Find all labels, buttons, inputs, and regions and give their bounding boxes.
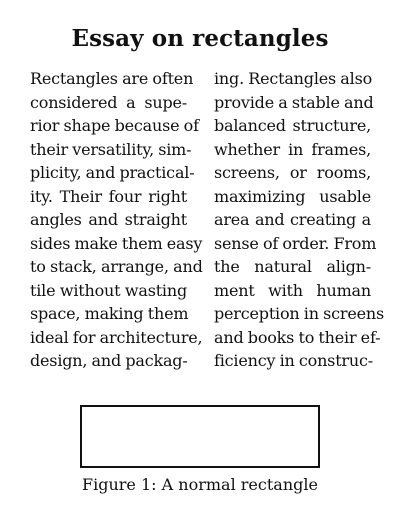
text-line: Rectangles are often — [30, 69, 194, 88]
text-line: maximizing usable — [214, 186, 371, 206]
text-line: angles and straight — [30, 210, 187, 229]
text-line: sides make them easy — [30, 233, 203, 253]
text-line: ity. Their four right — [30, 186, 187, 206]
text-column-right — [214, 67, 384, 373]
text-line: sense of order. From — [214, 233, 377, 253]
text-line: area and creating a — [214, 210, 371, 229]
text-line: ment with human — [214, 280, 371, 300]
text-line: the natural align- — [214, 257, 371, 276]
text-line: design, and packag- — [30, 351, 188, 370]
text-line: balanced structure, — [214, 116, 371, 135]
text-line: their versatility, sim- — [30, 139, 192, 159]
text-line: perception in screens — [214, 304, 384, 323]
text-line: provide a stable and — [214, 92, 374, 112]
text-line: tile without wasting — [30, 280, 187, 300]
text-line: space, making them — [30, 304, 189, 323]
text-line: rior shape because of — [30, 116, 199, 135]
figure-caption: Figure 1: A normal rectangle — [82, 475, 318, 494]
text-line: to stack, arrange, and — [30, 257, 203, 276]
text-line: whether in frames, — [214, 139, 371, 159]
text-line: ficiency in construc- — [214, 351, 373, 370]
figure-rectangle — [80, 405, 320, 468]
text-column-left — [30, 67, 203, 373]
text-line: considered a supe- — [30, 92, 187, 112]
document-title: Essay on rectangles — [71, 25, 329, 52]
text-line: ing. Rectangles also — [214, 69, 373, 88]
text-line: plicity, and practical- — [30, 163, 195, 182]
text-line: and books to their ef- — [214, 327, 381, 347]
text-line: ideal for architecture, — [30, 327, 203, 347]
text-line: screens, or rooms, — [214, 163, 371, 182]
